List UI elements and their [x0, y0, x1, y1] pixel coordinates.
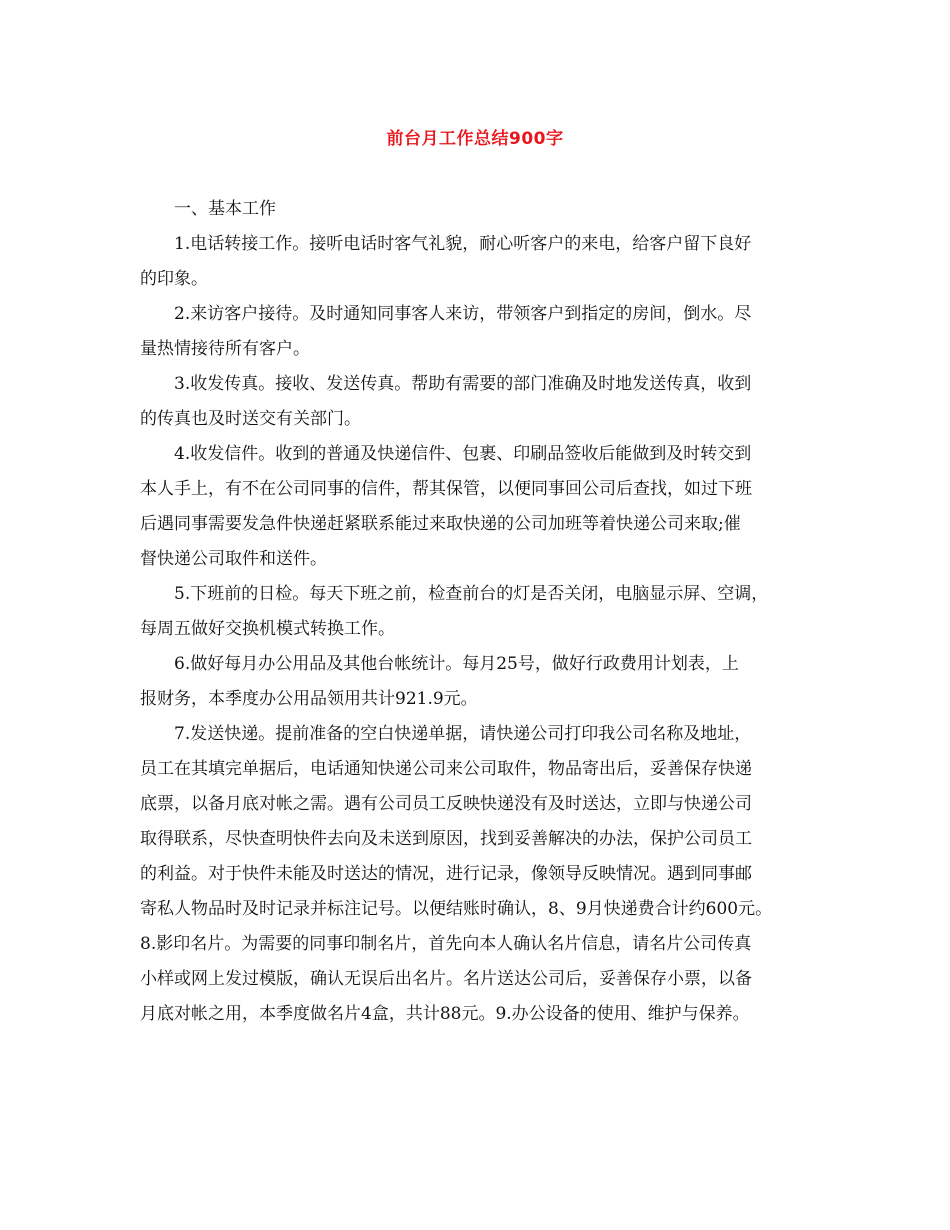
paragraph-line: 3.收发传真。接收、发送传真。帮助有需要的部门准确及时地发送传真，收到: [174, 374, 752, 394]
paragraph-line: 寄私人物品时及时记录并标注记号。以便结账时确认，8、9月快递费合计约600元。: [140, 899, 773, 919]
paragraph-line: 督快递公司取件和送件。: [140, 549, 327, 569]
section-heading: 一、基本工作: [174, 199, 276, 219]
paragraph-line: 本人手上，有不在公司同事的信件，帮其保管，以便同事回公司后查找，如过下班: [140, 479, 752, 499]
paragraph-line: 的传真也及时送交有关部门。: [140, 409, 361, 429]
paragraph-line: 8.影印名片。为需要的同事印制名片，首先向本人确认名片信息，请名片公司传真: [140, 934, 752, 954]
paragraph-line: 4.收发信件。收到的普通及快递信件、包裹、印刷品签收后能做到及时转交到: [174, 444, 752, 464]
paragraph-line: 的利益。对于快件未能及时送达的情况，进行记录，像领导反映情况。遇到同事邮: [140, 864, 752, 884]
paragraph-line: 1.电话转接工作。接听电话时客气礼貌，耐心听客户的来电，给客户留下良好: [174, 234, 752, 254]
paragraph-line: 报财务，本季度办公用品领用共计921.9元。: [140, 689, 478, 709]
paragraph-line: 7.发送快递。提前准备的空白快递单据，请快递公司打印我公司名称及地址，: [174, 724, 752, 744]
paragraph-line: 取得联系，尽快查明快件去向及未送到原因，找到妥善解决的办法，保护公司员工: [140, 829, 752, 849]
paragraph-line: 月底对帐之用，本季度做名片4盒，共计88元。9.办公设备的使用、维护与保养。: [140, 1004, 750, 1024]
paragraph-line: 量热情接待所有客户。: [140, 339, 310, 359]
paragraph-line: 的印象。: [140, 269, 208, 289]
paragraph-line: 员工在其填完单据后，电话通知快递公司来公司取件，物品寄出后，妥善保存快递: [140, 759, 752, 779]
paragraph-line: 2.来访客户接待。及时通知同事客人来访，带领客户到指定的房间，倒水。尽: [174, 304, 752, 324]
paragraph-line: 小样或网上发过模版，确认无误后出名片。名片送达公司后，妥善保存小票，以备: [140, 969, 752, 989]
paragraph-line: 5.下班前的日检。每天下班之前，检查前台的灯是否关闭，电脑显示屏、空调，: [174, 584, 769, 604]
paragraph-line: 底票，以备月底对帐之需。遇有公司员工反映快递没有及时送达，立即与快递公司: [140, 794, 752, 814]
paragraph-line: 6.做好每月办公用品及其他台帐统计。每月25号，做好行政费用计划表，上: [174, 654, 739, 674]
paragraph-line: 后遇同事需要发急件快递赶紧联系能过来取快递的公司加班等着快递公司来取;催: [140, 514, 741, 534]
document-title: 前台月工作总结900字: [386, 129, 564, 149]
paragraph-line: 每周五做好交换机模式转换工作。: [140, 619, 395, 639]
